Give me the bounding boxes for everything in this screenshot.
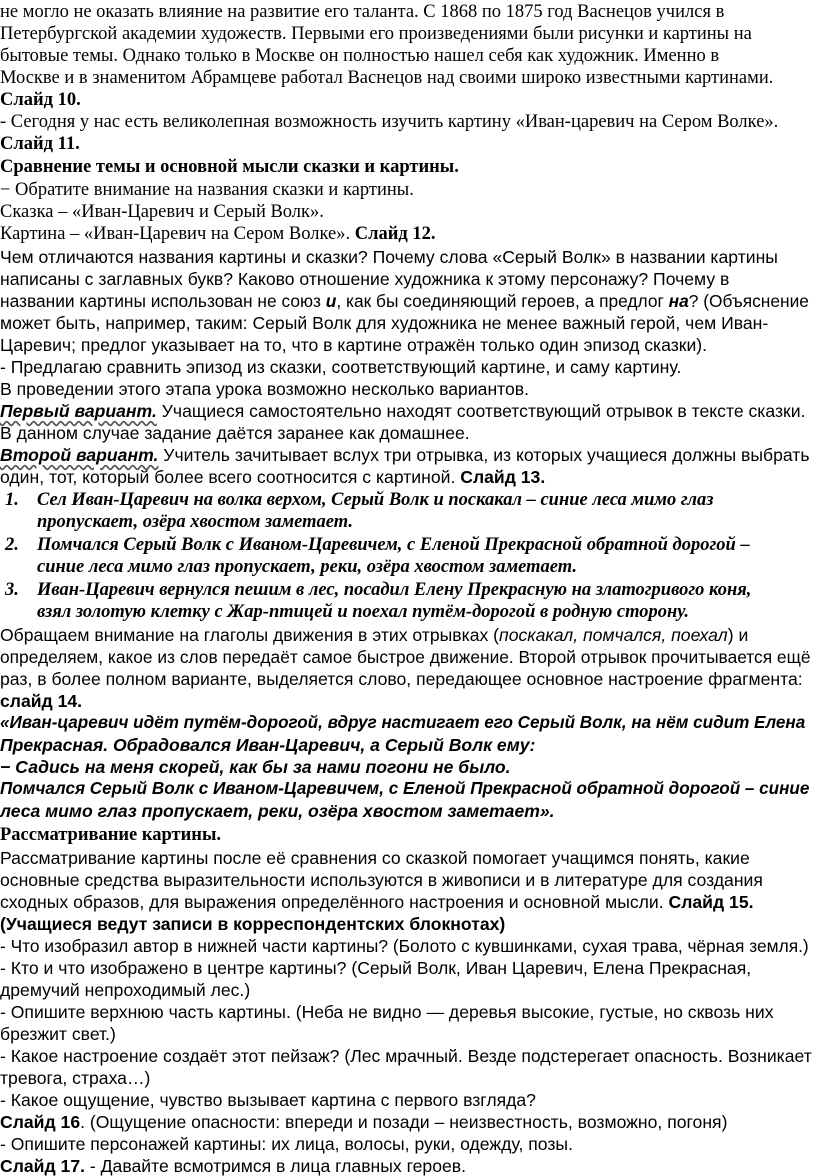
paragraph-line: не могло не оказать влияние на развитие его таланта. С 1868 по 1875 год Васнецов учился в bbox=[0, 2, 725, 22]
text-span: Учащиеся самостоятельно находят соответствующий отрывок в тексте сказки. bbox=[156, 401, 806, 421]
paragraph-line: Рассматривание картины после её сравнения со сказкой помогает учащимся понять, какие bbox=[0, 848, 750, 868]
paragraph-line: бытовые темы. Однако только в Москве он полностью нашел себя как художник. Именно в bbox=[0, 46, 720, 66]
slide-label: Слайд 10. bbox=[0, 90, 81, 110]
list-item: синие леса мимо глаз пропускает, реки, озёра хвостом заметает. bbox=[37, 557, 577, 577]
text-span: , как бы соединяющий героев, а предлог bbox=[336, 291, 669, 311]
paragraph-line: Царевич; предлог указывает на то, что в картине отражён только один эпизод сказки). bbox=[0, 335, 708, 355]
paragraph-line: Сказка – «Иван-Царевич и Серый Волк». bbox=[0, 202, 324, 222]
variant-label: Первый вариант. bbox=[0, 401, 157, 421]
paragraph-line: брезжит свет.) bbox=[0, 1024, 116, 1044]
emphasis: и bbox=[325, 291, 337, 311]
paragraph-line: − Обратите внимание на названия сказки и картины. bbox=[0, 180, 414, 200]
list-item: Сел Иван-Царевич на волка верхом, Серый Волк и поскакал – синие леса мимо глаз bbox=[37, 490, 714, 510]
slide-label: Слайд 12. bbox=[354, 224, 436, 244]
paragraph-line bbox=[0, 1112, 727, 1132]
paragraph-line: - Предлагаю сравнить эпизод из сказки, соответствующий картине, и саму картину. bbox=[0, 357, 682, 377]
paragraph-line: может быть, например, таким: Серый Волк для художника не менее важный герой, чем Иван- bbox=[0, 313, 769, 333]
slide-label: Слайд 16 bbox=[0, 1112, 81, 1132]
list-item: Помчался Серый Волк с Иваном-Царевичем, с Еленой Прекрасной обратной дорогой – bbox=[37, 535, 750, 555]
quote-line: Помчался Серый Волк с Иваном-Царевичем, с Еленой Прекрасной обратной дорогой – синие bbox=[0, 779, 810, 798]
quote-line: «Иван-царевич идёт путём-дорогой, вдруг настигает его Серый Волк, на нём сидит Елена bbox=[0, 713, 806, 732]
text-span: сходных образов, для выражения определённого настроения и основной мысли. bbox=[0, 892, 669, 912]
list-item: Иван-Царевич вернулся пешим в лес, посадил Елену Прекрасную на златогривого коня, bbox=[37, 580, 752, 600]
paragraph-line bbox=[0, 401, 805, 421]
text-span: Картина – «Иван-Царевич на Сером Волке». bbox=[0, 224, 355, 244]
text-span: ) и bbox=[727, 625, 749, 645]
paragraph-line: Чем отличаются названия картины и сказки? Почему слова «Серый Волк» в названии картины bbox=[0, 247, 778, 267]
paragraph-line: дремучий непроходимый лес.) bbox=[0, 980, 251, 1000]
paragraph-line bbox=[0, 892, 754, 912]
quote-line: леса мимо глаз пропускает, реки, озёра хвостом заметает». bbox=[0, 801, 555, 821]
paragraph-line: - Сегодня у нас есть великолепная возможность изучить картину «Иван-царевич на Сером Волке». bbox=[0, 112, 779, 132]
paragraph-line: - Опишите верхнюю часть картины. (Неба не видно — деревья высокие, густые, но сквозь них bbox=[0, 1002, 774, 1022]
emphasis: поскакал, помчался, поехал bbox=[499, 625, 728, 645]
quote-line: − Садись на меня скорей, как бы за нами погони не было. bbox=[0, 757, 511, 777]
paragraph-line bbox=[0, 467, 545, 487]
slide-label: слайд 14. bbox=[0, 691, 83, 711]
paragraph-line: Петербургской академии художеств. Первыми его произведениями были рисунки и картины на bbox=[0, 24, 752, 44]
section-heading: Сравнение темы и основной мысли сказки и картины. bbox=[0, 157, 459, 177]
slide-label: Слайд 15. bbox=[668, 892, 754, 912]
list-number: 3. bbox=[5, 580, 19, 600]
paragraph-line: - Какое настроение создаёт этот пейзаж? (Лес мрачный. Везде подстерегает опасность. Возникает bbox=[0, 1046, 812, 1066]
emphasis: на bbox=[668, 291, 689, 311]
list-number: 2. bbox=[5, 535, 19, 555]
paragraph-line: (Учащиеся ведут записи в корреспондентских блокнотах) bbox=[0, 914, 506, 934]
paragraph-line: Москве и в знаменитом Абрамцеве работал Васнецов над своими широко известными картинами. bbox=[0, 68, 774, 88]
list-number: 1. bbox=[5, 490, 19, 510]
text-span: названии картины использован не союз bbox=[0, 291, 326, 311]
paragraph-line: В проведении этого этапа урока возможно несколько вариантов. bbox=[0, 379, 530, 399]
paragraph-line: тревога, страха…) bbox=[0, 1068, 151, 1088]
list-item: взял золотую клетку с Жар-птицей и поехал путём-дорогой в родную сторону. bbox=[37, 602, 689, 622]
paragraph-line: - Кто и что изображено в центре картины? (Серый Волк, Иван Царевич, Елена Прекрасная, bbox=[0, 958, 752, 978]
paragraph-line: - Что изобразил автор в нижней части картины? (Болото с кувшинками, сухая трава, чёрная земля.) bbox=[0, 936, 809, 956]
paragraph-line: основные средства выразительности используются в живописи и в литературе для создания bbox=[0, 870, 763, 890]
paragraph-line: - Какое ощущение, чувство вызывает картина с первого взгляда? bbox=[0, 1090, 536, 1110]
paragraph-line: В данном случае задание даётся заранее как домашнее. bbox=[0, 423, 470, 443]
slide-label: Слайд 17. bbox=[0, 1156, 85, 1176]
text-span: Обращаем внимание на глаголы движения в этих отрывках ( bbox=[0, 625, 500, 645]
paragraph-line bbox=[0, 1156, 466, 1176]
text-span: - Давайте всмотримся в лица главных героев. bbox=[85, 1156, 467, 1176]
paragraph-line: определяем, какое из слов передаёт самое быстрое движение. Второй отрывок прочитывается ещё bbox=[0, 647, 811, 667]
quote-line: Прекрасная. Обрадовался Иван-Царевич, а Серый Волк ему: bbox=[0, 735, 536, 755]
paragraph-line: написаны с заглавных букв? Каково отношение художника к этому персонажу? Почему в bbox=[0, 269, 730, 289]
text-span: ? (Объяснение bbox=[688, 291, 809, 311]
text-span: Учитель зачитывает вслух три отрывка, из которых учащиеся должны выбрать bbox=[158, 445, 810, 465]
paragraph-line bbox=[0, 224, 435, 244]
variant-label: Второй вариант. bbox=[0, 445, 159, 465]
section-heading: Рассматривание картины. bbox=[0, 825, 222, 845]
text-span: . (Ощущение опасности: впереди и позади – неизвестность, возможно, погоня) bbox=[80, 1112, 728, 1132]
text-span: один, тот, который более всего соотносится с картиной. bbox=[0, 467, 461, 487]
list-item: пропускает, озёра хвостом заметает. bbox=[37, 512, 353, 532]
paragraph-line bbox=[0, 291, 809, 311]
slide-label: Слайд 11. bbox=[0, 134, 80, 154]
paragraph-line: раз, в более полном варианте, выделяется слово, передающее основное настроение фрагмента: bbox=[0, 669, 803, 689]
paragraph-line: - Опишите персонажей картины: их лица, волосы, руки, одежду, позы. bbox=[0, 1134, 573, 1154]
paragraph-line bbox=[0, 625, 748, 645]
slide-label: Слайд 13. bbox=[460, 467, 546, 487]
paragraph-line bbox=[0, 445, 810, 465]
